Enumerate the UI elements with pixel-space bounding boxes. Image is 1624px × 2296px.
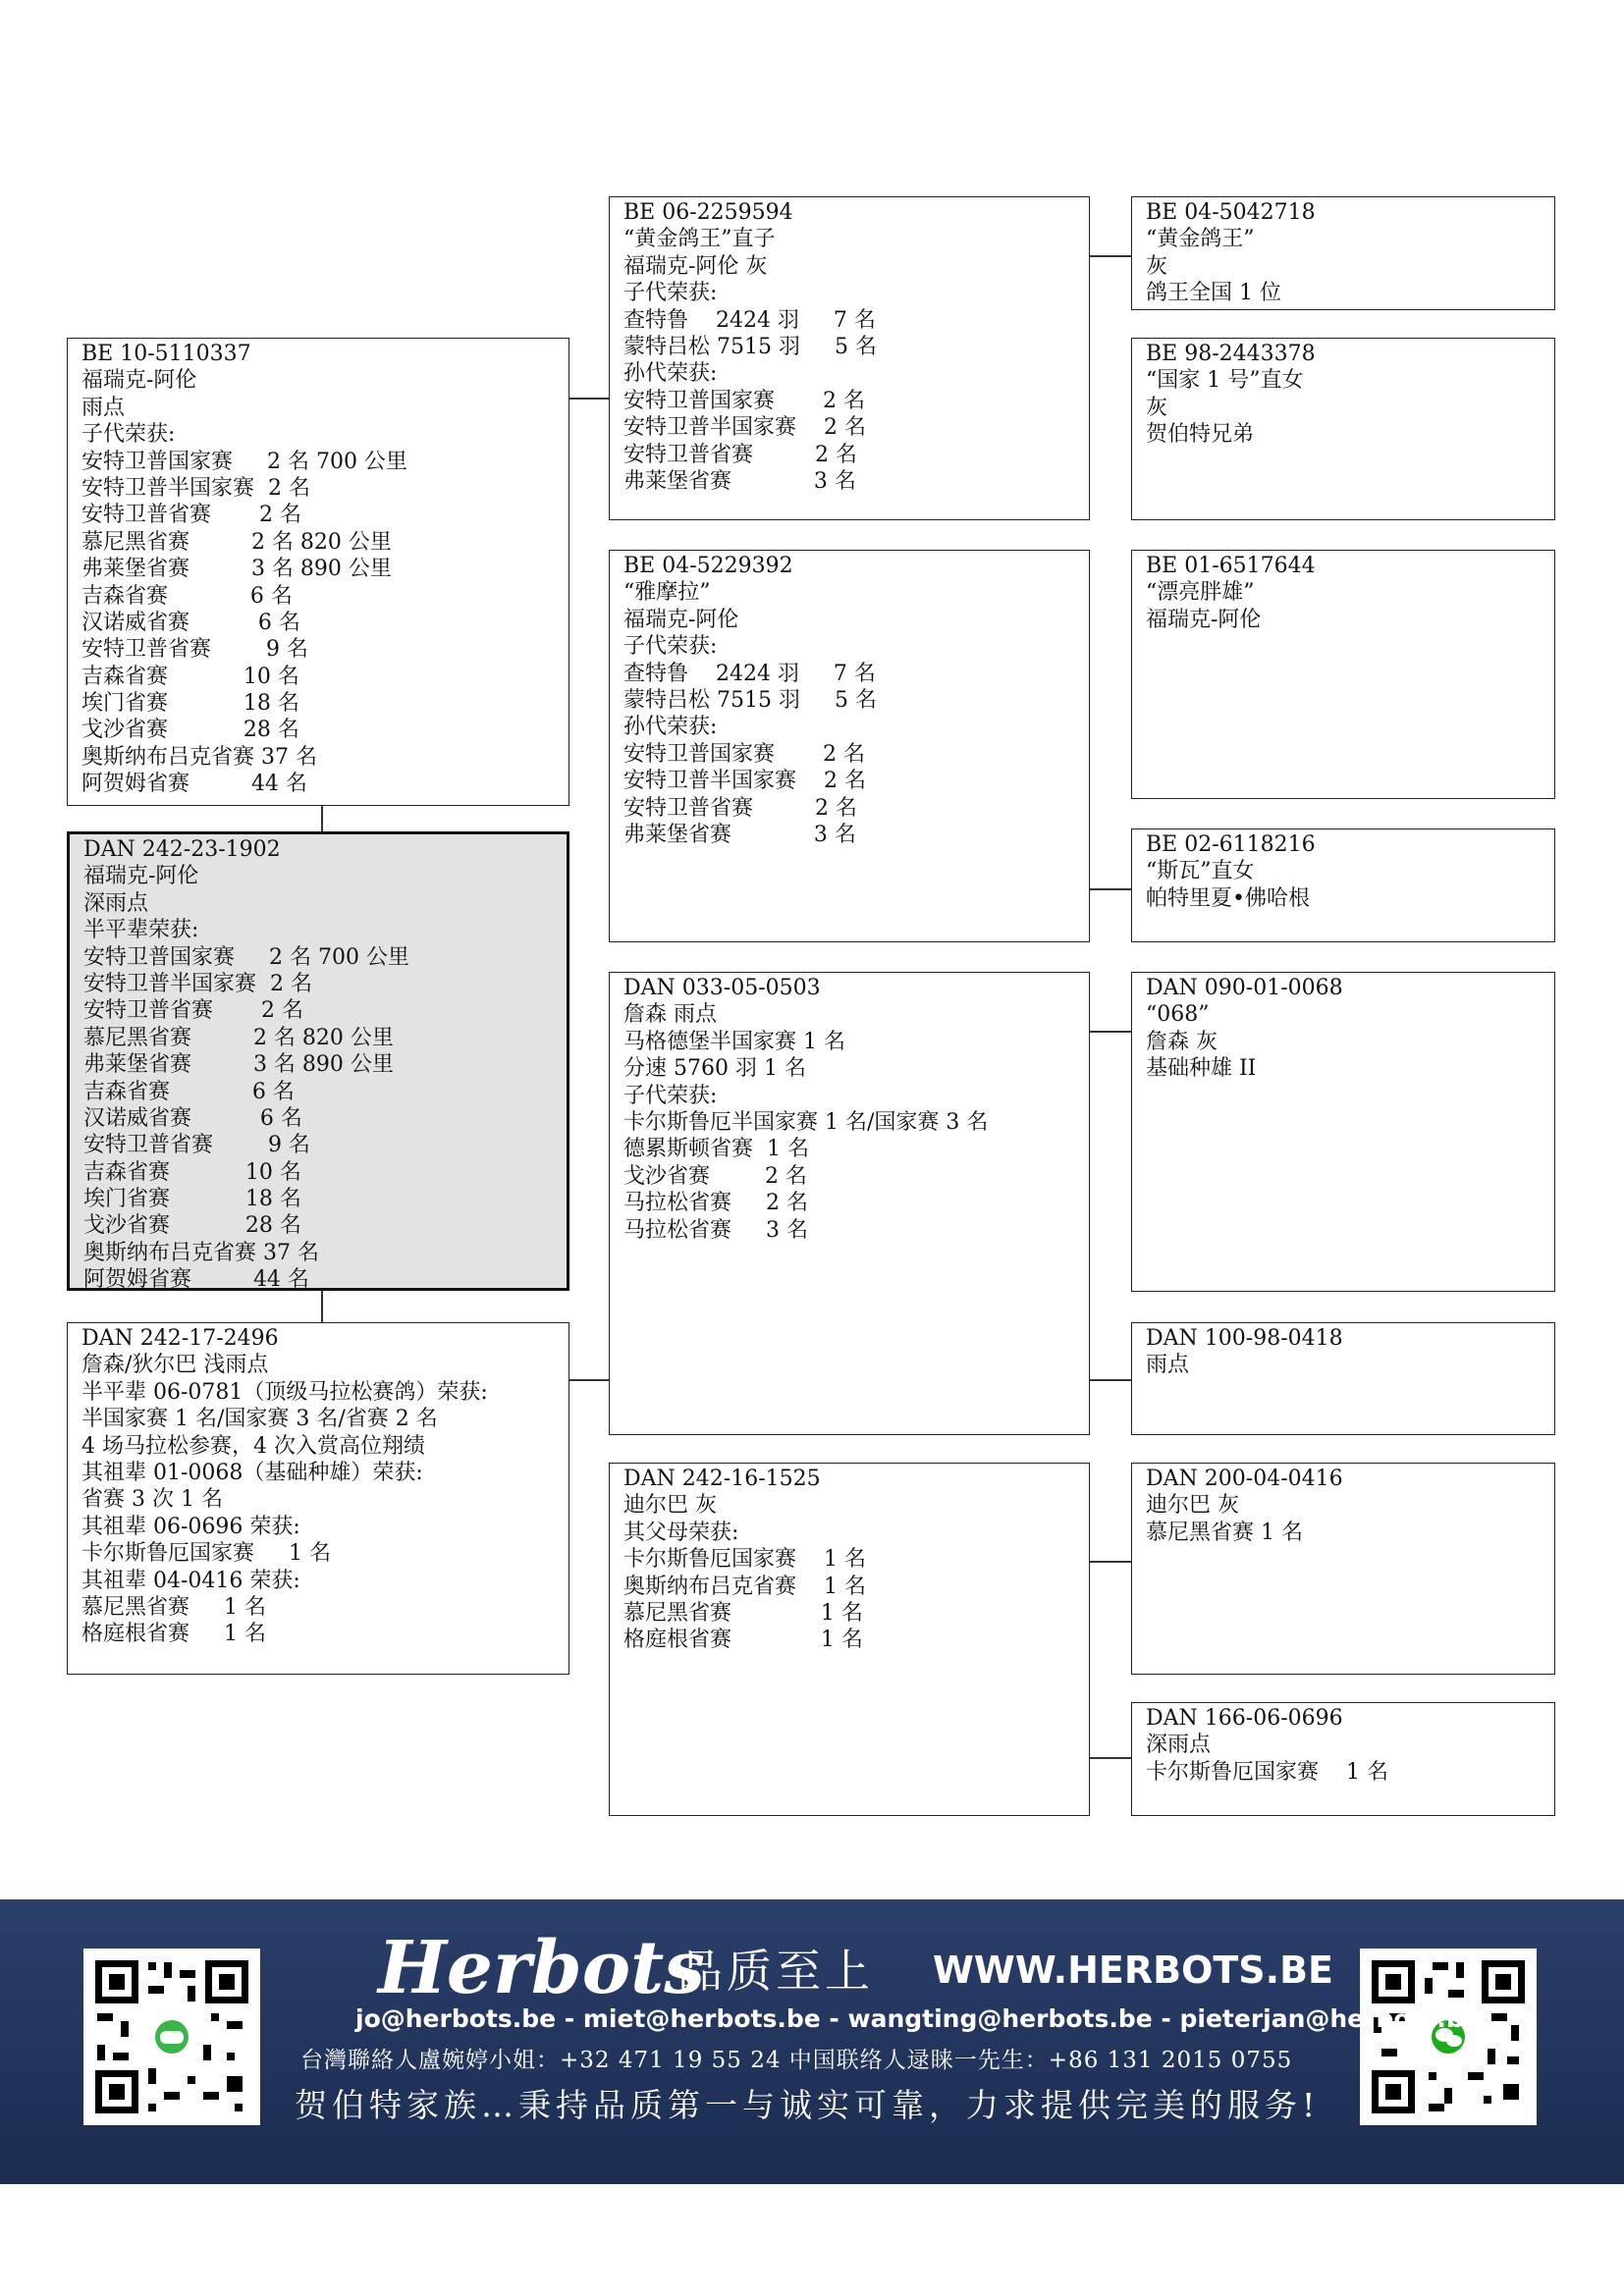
website-link[interactable]: WWW.HERBOTS.BE [933, 1949, 1334, 1992]
ring-number: BE 02-6118216 [1146, 832, 1316, 857]
pedigree-line: 奥斯纳布吕克省赛 37 名 [83, 1240, 319, 1265]
pedigree-line: 慕尼黑省赛 2 名 820 公里 [81, 529, 392, 555]
pedigree-line: 卡尔斯鲁厄国家赛 1 名 [623, 1547, 866, 1573]
connector [1090, 888, 1131, 890]
pedigree-line: 子代荣获: [623, 1083, 718, 1108]
pedigree-box-sss [1131, 196, 1555, 310]
pedigree-box-dss [1131, 972, 1555, 1292]
pedigree-line: 奥斯纳布吕克省赛 1 名 [623, 1574, 866, 1599]
pedigree-line: 埃门省赛 18 名 [83, 1187, 301, 1212]
connector [569, 1379, 609, 1381]
pedigree-line: 弗莱堡省赛 3 名 [623, 468, 856, 494]
pedigree-line: 卡尔斯鲁厄国家赛 1 名 [1146, 1759, 1388, 1785]
ring-number: DAN 242-17-2496 [81, 1326, 279, 1351]
pedigree-line: 阿贺姆省赛 44 名 [83, 1267, 309, 1293]
pedigree-line: “黄金鸽王”直子 [623, 227, 776, 252]
pedigree-line: 吉森省赛 10 名 [83, 1159, 301, 1185]
pedigree-line: 埃门省赛 18 名 [81, 691, 299, 717]
pedigree-line: 安特卫普半国家赛 2 名 [81, 475, 310, 501]
pedigree-line: 安特卫普省赛 2 名 [81, 503, 301, 528]
pedigree-line: 汉诺威省赛 6 名 [83, 1105, 302, 1131]
pedigree-line: 安特卫普半国家赛 2 名 [623, 415, 866, 441]
pedigree-line: 子代荣获: [623, 634, 718, 660]
pedigree-line: 德累斯顿省赛 1 名 [623, 1137, 809, 1162]
pedigree-line: 戈沙省赛 2 名 [623, 1163, 807, 1189]
pedigree-line: 安特卫普省赛 2 名 [83, 998, 303, 1024]
pedigree-box-dam-sire [609, 972, 1090, 1435]
qr-code-line[interactable] [83, 1949, 260, 2125]
qr-code-graphic [83, 1949, 260, 2125]
company-motto: 贺伯特家族…秉持品质第一与诚实可靠，力求提供完美的服务! [295, 2086, 1321, 2124]
pedigree-line: “黄金鸽王” [1146, 227, 1255, 252]
ring-number: DAN 090-01-0068 [1146, 976, 1343, 1000]
pedigree-line: 阿贺姆省赛 44 名 [81, 772, 307, 797]
pedigree-line: 福瑞克-阿伦 [83, 864, 199, 889]
ring-number: BE 10-5110337 [81, 342, 251, 366]
herbots-logo: Herbots [378, 1926, 705, 2010]
pedigree-line: 安特卫普半国家赛 2 名 [623, 769, 866, 794]
ring-number: DAN 200-04-0416 [1146, 1467, 1343, 1491]
pedigree-box-subject [67, 831, 569, 1291]
ring-number: DAN 166-06-0696 [1146, 1706, 1343, 1731]
connector [1090, 255, 1131, 257]
pedigree-line: “漂亮胖雄” [1146, 580, 1255, 606]
pedigree-line: 卡尔斯鲁厄半国家赛 1 名/国家赛 3 名 [623, 1109, 989, 1135]
pedigree-line: “国家 1 号”直女 [1146, 368, 1304, 394]
qr-code-wechat[interactable] [1360, 1949, 1537, 2125]
pedigree-line: 慕尼黑省赛 1 名 [623, 1600, 863, 1626]
connector [1090, 1379, 1131, 1381]
pedigree-line: 安特卫普省赛 9 名 [81, 637, 308, 663]
connector [321, 1291, 323, 1322]
pedigree-line: 其祖辈 01-0068（基础种雄）荣获: [81, 1460, 423, 1485]
pedigree-line: 吉森省赛 10 名 [81, 664, 299, 689]
pedigree-line: 詹森/狄尔巴 浅雨点 [81, 1353, 269, 1378]
pedigree-line: 安特卫普国家赛 2 名 700 公里 [81, 449, 407, 474]
pedigree-box-sire-dam [609, 550, 1090, 942]
pedigree-line: 格庭根省赛 1 名 [81, 1622, 266, 1647]
pedigree-line: 慕尼黑省赛 2 名 820 公里 [83, 1025, 394, 1050]
qr-code-graphic [1360, 1949, 1537, 2125]
pedigree-line: 灰 [1146, 253, 1168, 279]
pedigree-line: 迪尔巴 灰 [1146, 1493, 1239, 1519]
pedigree-line: 帕特里夏•佛哈根 [1146, 885, 1310, 911]
pedigree-line: 安特卫普省赛 2 名 [623, 442, 857, 467]
pedigree-line: 其祖辈 04-0416 荣获: [81, 1568, 300, 1593]
pedigree-box-dsd [1131, 1322, 1555, 1435]
pedigree-line: 福瑞克-阿伦 [1146, 607, 1262, 632]
pedigree-line: 深雨点 [83, 890, 149, 916]
pedigree-line: 福瑞克-阿伦 灰 [623, 253, 768, 279]
phone-contacts: 台灣聯絡人盧婉婷小姐：+32 471 19 55 24 中国联络人逯睐一先生：+86 131 2015 0755 [300, 2048, 1293, 2073]
pedigree-line: 查特鲁 2424 羽 7 名 [623, 307, 876, 333]
pedigree-line: 子代荣获: [623, 281, 718, 306]
pedigree-line: 雨点 [81, 395, 126, 420]
pedigree-line: 迪尔巴 灰 [623, 1493, 717, 1519]
pedigree-line: 安特卫普省赛 2 名 [623, 795, 857, 821]
pedigree-line: 半平辈荣获: [83, 918, 199, 943]
pedigree-line: 蒙特吕松 7515 羽 5 名 [623, 687, 877, 713]
pedigree-line: 子代荣获: [81, 422, 176, 448]
connector [1090, 1757, 1131, 1759]
ring-number: DAN 033-05-0503 [623, 976, 821, 1000]
pedigree-line: 马拉松省赛 3 名 [623, 1217, 808, 1243]
pedigree-line: 半平辈 06-0781（顶级马拉松赛鸽）荣获: [81, 1379, 488, 1405]
pedigree-line: 詹森 雨点 [623, 1002, 717, 1028]
pedigree-line: 分速 5760 羽 1 名 [623, 1056, 806, 1082]
connector [569, 398, 609, 400]
pedigree-line: 省赛 3 次 1 名 [81, 1487, 223, 1513]
footer-banner [0, 1899, 1624, 2184]
pedigree-line: 吉森省赛 6 名 [83, 1079, 295, 1104]
pedigree-line: 戈沙省赛 28 名 [83, 1213, 301, 1239]
pedigree-line: 弗莱堡省赛 3 名 [623, 822, 856, 847]
pedigree-line: 半国家赛 1 名/国家赛 3 名/省赛 2 名 [81, 1407, 438, 1432]
pedigree-line: 灰 [1146, 395, 1168, 420]
pedigree-line: 4 场马拉松参赛，4 次入赏高位翔绩 [81, 1433, 425, 1459]
pedigree-line: 戈沙省赛 28 名 [81, 718, 299, 743]
pedigree-line: 雨点 [1146, 1353, 1190, 1378]
pedigree-box-ssd [1131, 338, 1555, 520]
pedigree-line: “斯瓦”直女 [1146, 859, 1255, 884]
pedigree-line: 格庭根省赛 1 名 [623, 1628, 863, 1653]
pedigree-line: 安特卫普国家赛 2 名 700 公里 [83, 944, 409, 970]
pedigree-line: 安特卫普国家赛 2 名 [623, 741, 865, 767]
pedigree-line: 慕尼黑省赛 1 名 [81, 1594, 266, 1620]
pedigree-box-dam-dam [609, 1463, 1090, 1816]
pedigree-line: 慕尼黑省赛 1 名 [1146, 1520, 1303, 1545]
ring-number: BE 98-2443378 [1146, 342, 1316, 366]
pedigree-line: 蒙特吕松 7515 羽 5 名 [623, 334, 877, 359]
pedigree-line: 奥斯纳布吕克省赛 37 名 [81, 744, 317, 770]
pedigree-line: 马格德堡半国家赛 1 名 [623, 1029, 845, 1054]
pedigree-line: 深雨点 [1146, 1733, 1212, 1758]
pedigree-line: 福瑞克-阿伦 [81, 368, 197, 394]
pedigree-line: 安特卫普国家赛 2 名 [623, 388, 865, 413]
pedigree-line: 福瑞克-阿伦 [623, 607, 739, 632]
pedigree-line: 查特鲁 2424 羽 7 名 [623, 661, 876, 686]
pedigree-line: 马拉松省赛 2 名 [623, 1191, 808, 1216]
pedigree-box-sdd [1131, 828, 1555, 942]
pedigree-line: 孙代荣获: [623, 361, 718, 387]
ring-number: BE 04-5042718 [1146, 200, 1316, 225]
pedigree-line: “068” [1146, 1002, 1210, 1028]
ring-number: BE 01-6517644 [1146, 554, 1316, 578]
pedigree-box-dam [67, 1322, 569, 1675]
pedigree-box-ddd [1131, 1702, 1555, 1816]
pedigree-line: 詹森 灰 [1146, 1029, 1218, 1054]
pedigree-line: 其祖辈 06-0696 荣获: [81, 1514, 300, 1539]
slogan: 品质至上 [677, 1945, 874, 1998]
pedigree-box-dds [1131, 1463, 1555, 1675]
ring-number: DAN 242-23-1902 [83, 837, 281, 862]
pedigree-box-sire-sire [609, 196, 1090, 520]
pedigree-line: 基础种雄 II [1146, 1056, 1257, 1082]
pedigree-line: 吉森省赛 6 名 [81, 583, 293, 609]
pedigree-line: 其父母荣获: [623, 1520, 739, 1545]
connector [1090, 1031, 1131, 1033]
pedigree-line: 安特卫普省赛 9 名 [83, 1133, 310, 1158]
ring-number: BE 06-2259594 [623, 200, 793, 225]
pedigree-line: 弗莱堡省赛 3 名 890 公里 [83, 1052, 394, 1078]
ring-number: BE 04-5229392 [623, 554, 793, 578]
pedigree-line: 安特卫普半国家赛 2 名 [83, 971, 312, 996]
email-contacts[interactable]: jo@herbots.be - miet@herbots.be - wangting@herbots.be - pieterjan@herbots.be [355, 2004, 1481, 2033]
pedigree-line: 贺伯特兄弟 [1146, 422, 1255, 448]
pedigree-box-sire [67, 338, 569, 806]
pedigree-line: “雅摩拉” [623, 580, 711, 606]
pedigree-line: 卡尔斯鲁厄国家赛 1 名 [81, 1541, 331, 1567]
ring-number: DAN 242-16-1525 [623, 1467, 821, 1491]
pedigree-line: 鸽王全国 1 位 [1146, 281, 1281, 306]
pedigree-box-sds [1131, 550, 1555, 799]
connector [321, 806, 323, 831]
pedigree-line: 汉诺威省赛 6 名 [81, 610, 300, 635]
pedigree-line: 弗莱堡省赛 3 名 890 公里 [81, 557, 392, 582]
ring-number: DAN 100-98-0418 [1146, 1326, 1343, 1351]
pedigree-line: 孙代荣获: [623, 715, 718, 740]
connector [1090, 1561, 1131, 1563]
